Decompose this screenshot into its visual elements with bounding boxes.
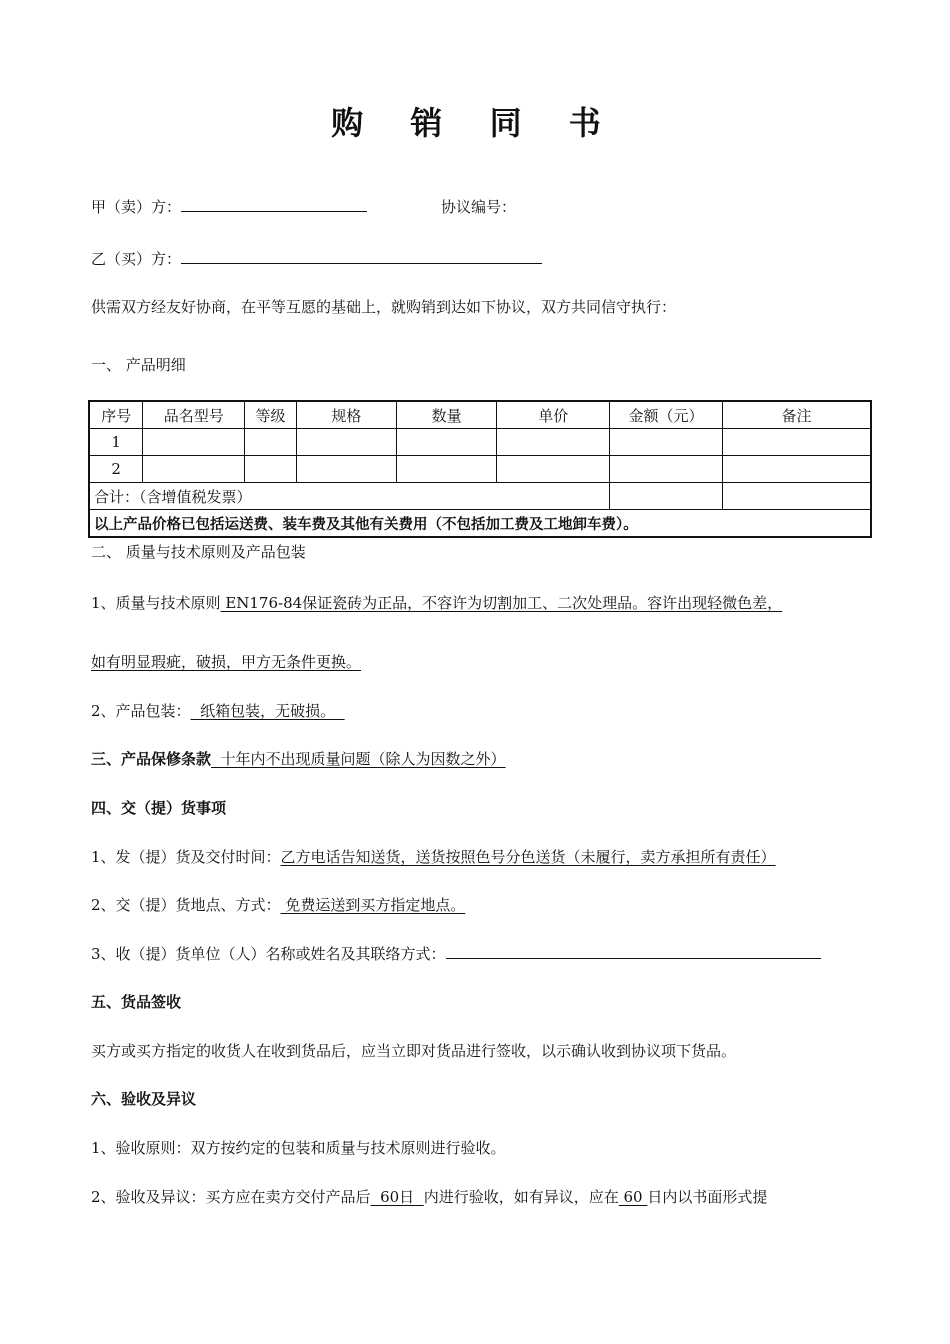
table-cell[interactable] (610, 456, 723, 483)
table-cell[interactable] (396, 429, 497, 456)
table-cell[interactable] (396, 456, 497, 483)
receiver-label: 3、收（提）货单位（人）名称或姓名及其联络方式： (91, 945, 446, 963)
table-cell[interactable] (245, 456, 297, 483)
delivery-time-label: 1、发（提）货及交付时间： (91, 848, 281, 866)
seller-blank[interactable] (181, 210, 367, 212)
product-table (88, 400, 872, 538)
objection-text-a: 2、验收及异议：买方应在卖方交付产品后 (91, 1188, 371, 1206)
agreement-no (441, 196, 516, 217)
col-header: 数量 (396, 401, 497, 429)
table-cell[interactable] (497, 456, 610, 483)
total-remark-cell[interactable] (722, 483, 871, 510)
packaging-line (91, 700, 345, 721)
table-row (89, 429, 871, 456)
receiver-line (91, 943, 821, 964)
total-row (89, 483, 871, 510)
packaging-value: 纸箱包装，无破损。 (190, 702, 345, 720)
section3-heading: 三、产品保修条款 (91, 750, 212, 768)
section5-heading: 五、货品签收 (91, 993, 182, 1011)
section1-heading: 一、 产品明细 (91, 356, 186, 374)
warranty-value: 十年内不出现质量问题（除人为因数之外） (211, 750, 506, 768)
agreement-no-label: 协议编号： (441, 198, 517, 216)
table-cell[interactable] (143, 429, 245, 456)
delivery-place-value: 免费运送到买方指定地点。 (280, 896, 466, 914)
seller-label: 甲（卖）方： (91, 198, 182, 216)
delivery-time-line (91, 846, 776, 867)
col-header: 品名型号 (143, 401, 245, 429)
col-header: 单价 (497, 401, 610, 429)
table-cell[interactable] (610, 429, 723, 456)
receiver-blank[interactable] (446, 957, 821, 959)
delivery-place-label: 2、交（提）货地点、方式： (91, 896, 281, 914)
buyer-blank[interactable] (181, 262, 542, 264)
quality-value: EN176-84保证瓷砖为正品，不容许为切割加工、二次处理品。容许出现轻微色差， (220, 594, 783, 612)
total-amount-cell[interactable] (610, 483, 723, 510)
total-label: 合计：（含增值税发票） (89, 483, 610, 510)
section6-heading: 六、验收及异议 (91, 1090, 197, 1108)
quality-line (91, 592, 782, 613)
acceptance-days: 60日 (370, 1188, 424, 1206)
quality-line-cont (91, 651, 361, 672)
buyer-label: 乙（买）方： (91, 250, 182, 268)
note-row (89, 510, 871, 538)
table-cell[interactable] (497, 429, 610, 456)
table-header-row (89, 401, 871, 429)
price-note: 以上产品价格已包括运送费、装车费及其他有关费用（不包括加工费及工地卸车费）。 (89, 510, 871, 538)
quality-value-cont: 如有明显瑕疵，破损，甲方无条件更换。 (91, 653, 362, 671)
row-number: 1 (89, 429, 143, 456)
col-header: 备注 (722, 401, 871, 429)
buyer-line (91, 248, 542, 269)
section4-heading: 四、交（提）货事项 (91, 799, 227, 817)
table-cell[interactable] (722, 456, 871, 483)
seller-line (91, 196, 367, 217)
warranty-line (91, 748, 506, 769)
section2-heading: 二、 质量与技术原则及产品包装 (91, 543, 306, 561)
col-header: 等级 (245, 401, 297, 429)
objection-text-b: 内进行验收，如有异议，应在 (423, 1188, 619, 1206)
objection-text-c: 日内以书面形式提 (647, 1188, 768, 1206)
table-cell[interactable] (297, 456, 397, 483)
table-cell[interactable] (722, 429, 871, 456)
table-cell[interactable] (297, 429, 397, 456)
acceptance-objection-line (91, 1186, 767, 1207)
table-row (89, 456, 871, 483)
row-number: 2 (89, 456, 143, 483)
acceptance-principle: 1、验收原则：双方按约定的包装和质量与技术原则进行验收。 (91, 1139, 506, 1157)
col-header: 规格 (297, 401, 397, 429)
intro-text: 供需双方经友好协商，在平等互愿的基础上，就购销到达如下协议，双方共同信守执行： (91, 298, 677, 316)
objection-days: 60 (618, 1188, 648, 1206)
signoff-text: 买方或买方指定的收货人在收到货品后，应当立即对货品进行签收，以示确认收到协议项下货品。 (91, 1042, 737, 1060)
table-cell[interactable] (245, 429, 297, 456)
delivery-time-value: 乙方电话告知送货，送货按照色号分色送货（未履行，卖方承担所有责任） (280, 848, 776, 866)
delivery-place-line (91, 894, 465, 915)
col-header: 金额（元） (610, 401, 723, 429)
page-title: 购 销 同 书 (331, 104, 619, 142)
col-header: 序号 (89, 401, 143, 429)
table-cell[interactable] (143, 456, 245, 483)
packaging-label: 2、产品包装： (91, 702, 191, 720)
quality-label: 1、质量与技术原则 (91, 594, 221, 612)
